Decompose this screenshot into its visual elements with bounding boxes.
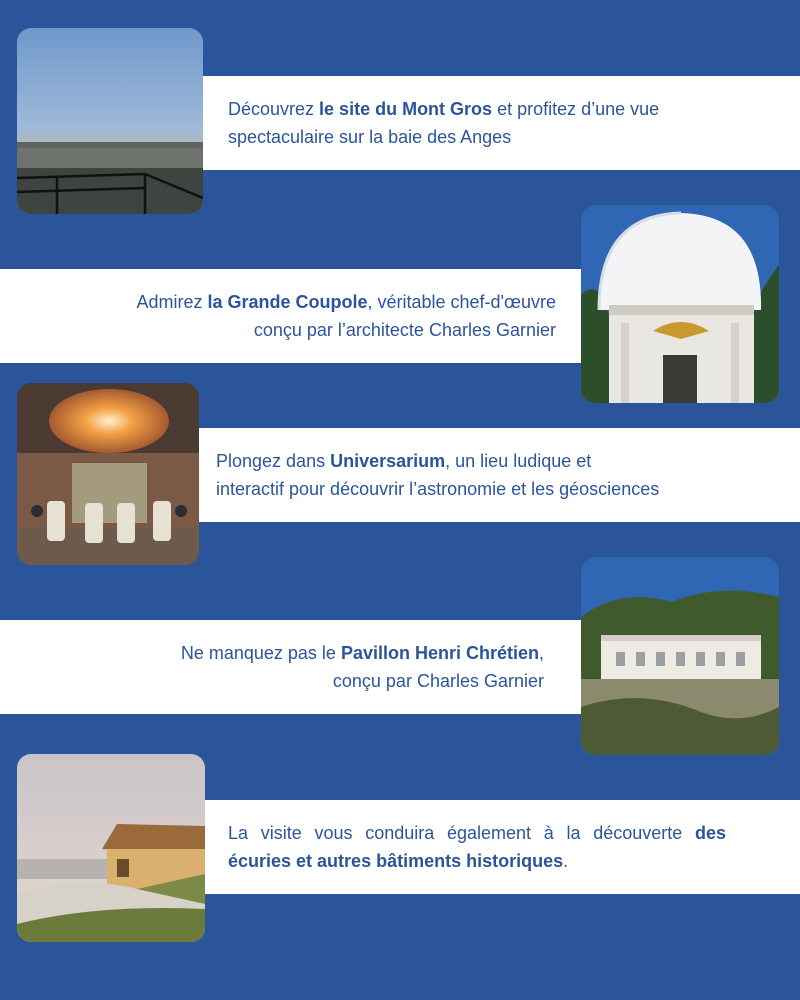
- section-3-line-2: interactif pour découvrir l’astronomie et les géosciences: [216, 479, 660, 499]
- section-2-line-2: conçu par l’architecte Charles Garnier: [253, 320, 556, 340]
- grande-coupole-photo: [581, 205, 779, 403]
- mont-gros-view-photo: [17, 28, 203, 214]
- section-2-line-1: Admirez la Grande Coupole, véritable chef-d'œuvre: [136, 292, 556, 312]
- section-5-line-2: écuries et autres bâtiments historiques.: [228, 851, 569, 871]
- section-5-line-1: La visite vous conduira également à la découverte des: [228, 823, 726, 843]
- section-1-text-band: [190, 76, 800, 170]
- pavillon-henri-chretien-photo: [581, 557, 779, 755]
- section-4-line-2: conçu par Charles Garnier: [332, 671, 544, 691]
- section-3-text-band: [190, 428, 800, 522]
- section-1-line-1: Découvrez le site du Mont Gros et profitez d’une vue: [228, 99, 660, 119]
- universarium-photo: [17, 383, 199, 565]
- section-4-line-1: Ne manquez pas le Pavillon Henri Chrétien,: [180, 643, 544, 663]
- ecuries-photo: [17, 754, 205, 942]
- section-2-text-band: [0, 269, 582, 363]
- section-3-line-1: Plongez dans Universarium, un lieu ludique et: [216, 451, 592, 471]
- section-1-line-2: spectaculaire sur la baie des Anges: [228, 127, 512, 147]
- section-4-text-band: [0, 620, 582, 714]
- section-5-text-band: [190, 800, 800, 894]
